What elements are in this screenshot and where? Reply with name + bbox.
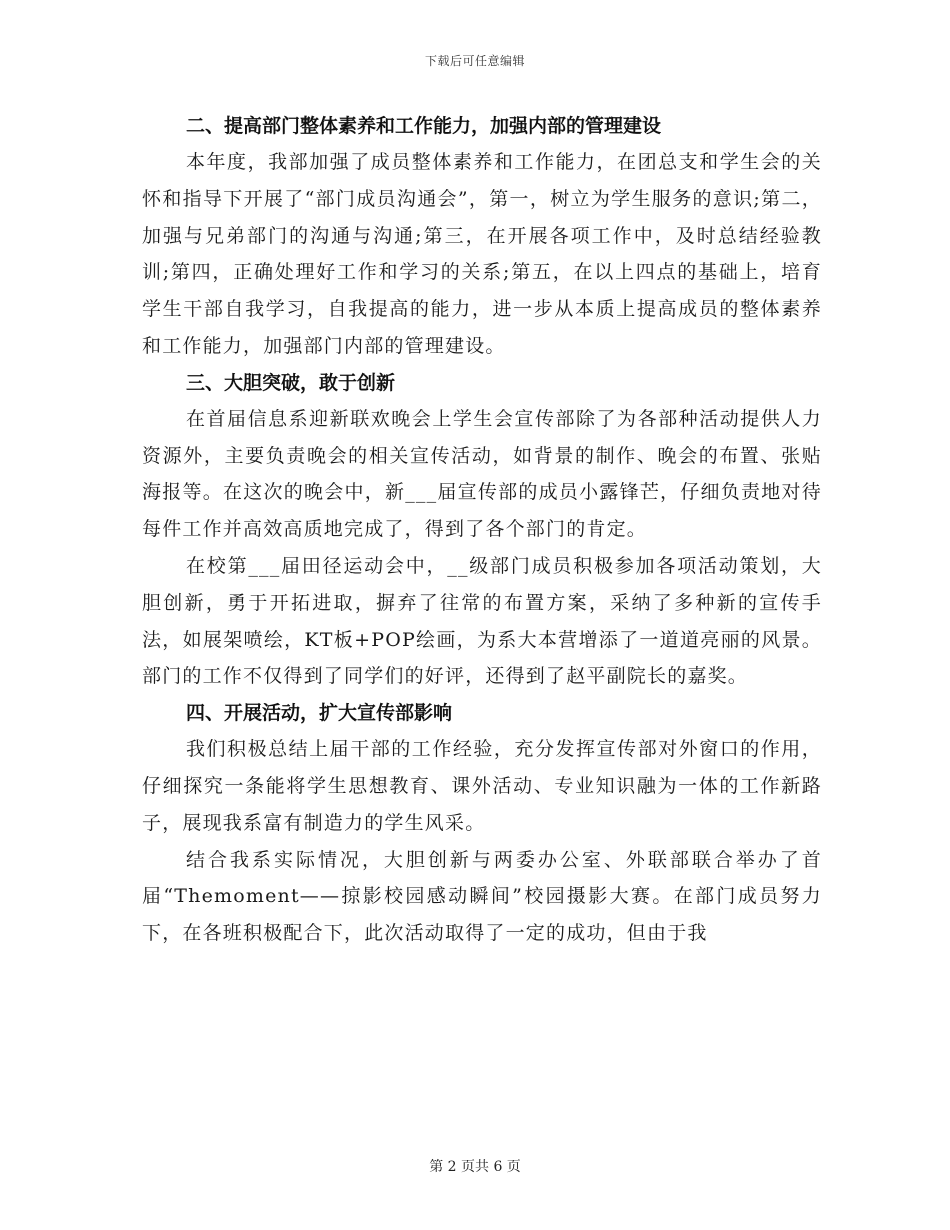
paragraph: 本年度，我部加强了成员整体素养和工作能力，在团总支和学生会的关怀和指导下开展了“部门成员沟通会”，第一，树立为学生服务的意识;第二，加强与兄弟部门的沟通与沟通;第三，在开展各项工作中，及时总结经验教训;第四，正确处理好工作和学习的关系;第五，在以上四点的基础上，培育学生干部自我学习，自我提高的能力，进一步从本质上提高成员的整体素养和工作能力，加强部门内部的管理建设。 [142, 151, 822, 357]
paragraph: 在首届信息系迎新联欢晚会上学生会宣传部除了为各部种活动提供人力资源外，主要负责晚会的相关宣传活动，如背景的制作、晚会的布置、张贴海报等。在这次的晚会中，新___届宣传部的成员小露锋芒，仔细负责地对待每件工作并高效高质地完成了，得到了各个部门的肯定。 [142, 407, 822, 541]
document-body [142, 108, 822, 952]
section-heading-2: 二、提高部门整体素养和工作能力，加强内部的管理建设 [186, 115, 662, 137]
paragraph: 结合我系实际情况，大胆创新与两委办公室、外联部联合举办了首届“Themoment——掠影校园感动瞬间”校园摄影大赛。在部门成员努力下，在各班积极配合下，此次活动取得了一定的成功，但由于我 [142, 848, 822, 945]
paragraph: 在校第___届田径运动会中，__级部门成员积极参加各项活动策划，大胆创新，勇于开拓进取，摒弃了往常的布置方案，采纳了多种新的宣传手法，如展架喷绘，KT板+POP绘画，为系大本营增添了一道道亮丽的风景。部门的工作不仅得到了同学们的好评，还得到了赵平副院长的嘉奖。 [142, 554, 822, 688]
page-number: 第 2 页共 6 页 [429, 1159, 521, 1175]
section-heading-4: 四、开展活动，扩大宣传部影响 [186, 702, 453, 725]
paragraph: 我们积极总结上届干部的工作经验，充分发挥宣传部对外窗口的作用，仔细探究一条能将学生思想教育、课外活动、专业知识融为一体的工作新路子，展现我系富有制造力的学生风采。 [142, 738, 822, 834]
page-header: 下载后可任意编辑 [424, 54, 525, 68]
section-heading-3: 三、大胆突破，敢于创新 [186, 371, 396, 394]
